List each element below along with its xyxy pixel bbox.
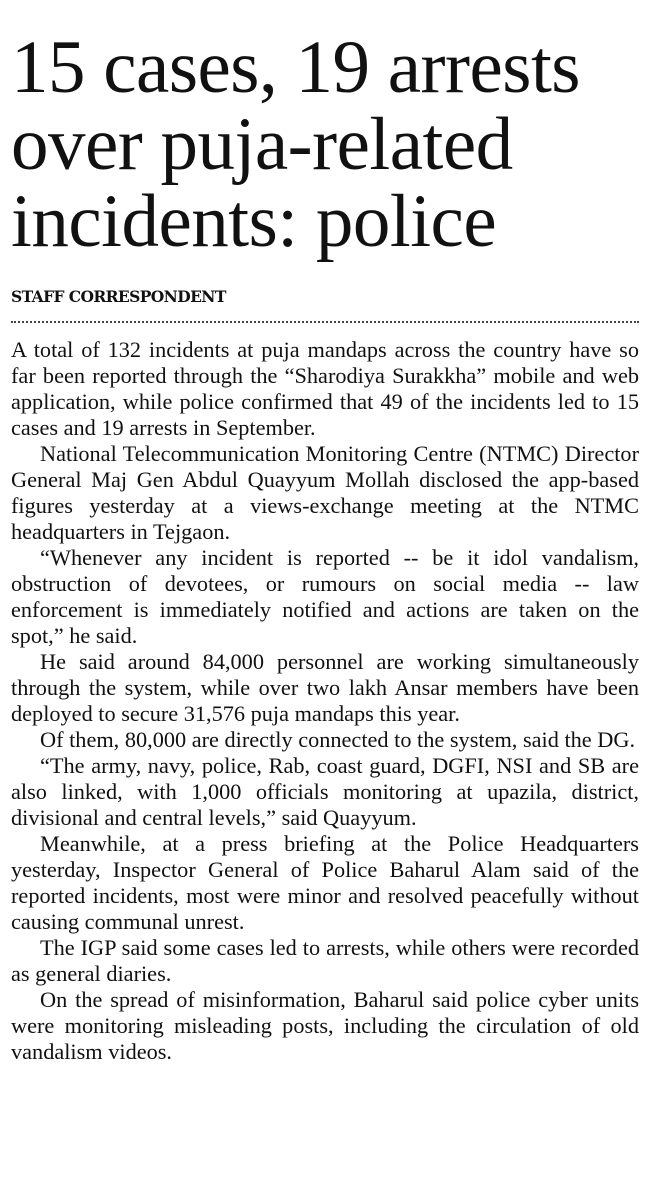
body-paragraph: National Telecommunication Monitoring Centre (NTMC) Director General Maj Gen Abdul Quayyum Mollah disclosed the app-based figures yesterday at a views-exchange meeting at the NTMC headquarters in Tejgaon. bbox=[11, 441, 639, 544]
body-paragraph: A total of 132 incidents at puja mandaps across the country have so far been reported through the “Sharodiya Surakkha” mobile and web application, while police confirmed that 49 of the incidents led to 15 cases and 19 arrests in September. bbox=[11, 337, 639, 440]
body-paragraph: On the spread of misinformation, Baharul said police cyber units were monitoring misleading posts, including the circulation of old vandalism videos. bbox=[11, 987, 639, 1064]
dotted-divider bbox=[11, 321, 639, 323]
news-article bbox=[11, 0, 639, 1183]
body-paragraph: “The army, navy, police, Rab, coast guard, DGFI, NSI and SB are also linked, with 1,000 officials monitoring at upazila, district, divisional and central levels,” said Quayyum. bbox=[11, 753, 639, 830]
body-paragraph: The IGP said some cases led to arrests, while others were recorded as general diaries. bbox=[11, 935, 639, 986]
headline-line: incidents: police bbox=[11, 180, 497, 263]
headline bbox=[11, 26, 639, 263]
body-paragraph: He said around 84,000 personnel are working simultaneously through the system, while over two lakh Ansar members have been deployed to secure 31,576 puja mandaps this year. bbox=[11, 649, 639, 726]
article-body bbox=[11, 337, 639, 1065]
body-paragraph: Of them, 80,000 are directly connected to the system, said the DG. bbox=[40, 727, 636, 752]
body-paragraph: “Whenever any incident is reported -- be it idol vandalism, obstruction of devotees, or rumours on social media -- law enforcement is immediately notified and actions are taken on the spot,” he said. bbox=[11, 545, 639, 648]
headline-line: over puja-related bbox=[11, 103, 513, 186]
body-paragraph: Meanwhile, at a press briefing at the Police Headquarters yesterday, Inspector General of Police Baharul Alam said of the reported incidents, most were minor and resolved peacefully without causing communal unrest. bbox=[11, 831, 639, 934]
headline-line: 15 cases, 19 arrests bbox=[11, 26, 580, 109]
byline: STAFF CORRESPONDENT bbox=[11, 287, 226, 306]
